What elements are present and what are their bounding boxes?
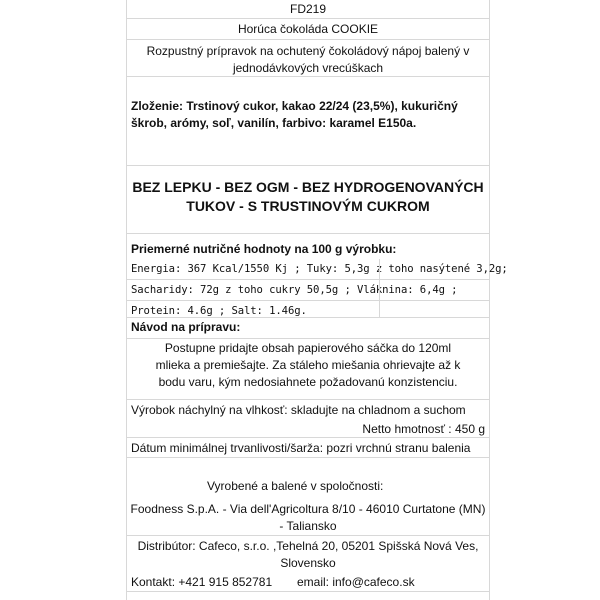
manufacturer-heading: Vyrobené a balené v spoločnosti: [207, 479, 384, 493]
contact-phone: Kontakt: +421 915 852781 [131, 575, 273, 589]
nutrition-line-carbs: Sacharidy: 72g z toho cukry 50,5g ; Vláknina: 6,4g ; [127, 280, 489, 301]
product-claims: BEZ LEPKU - BEZ OGM - BEZ HYDROGENOVANÝCH TUKOV - S TRUSTINOVÝM CUKROM [127, 166, 489, 234]
nutrition-column-divider [379, 259, 380, 317]
nutrition-line-protein: Protein: 4.6g ; Salt: 1.46g. [131, 305, 307, 317]
storage-note: Výrobok náchylný na vlhkosť: skladujte na chladnom a suchom [131, 403, 466, 417]
manufacturer-address: Foodness S.p.A. - Via dell'Agricoltura 8/10 - 46010 Curtatone (MN) - Taliansko [127, 498, 489, 536]
preparation-text: Postupne pridajte obsah papierového sáčka do 120ml mlieka a premiešajte. Za stáleho miešania ohrievajte až k bodu varu, kým nedosiahnete požadovanú konzistenciu. [155, 341, 461, 389]
product-description: Rozpustný prípravok na ochutený čokoládový nápoj balený v jednodávkových vrecúškach [127, 40, 489, 77]
contact-email[interactable]: email: info@cafeco.sk [297, 575, 415, 589]
net-weight: Netto hmotnosť : 450 g [127, 420, 489, 438]
preparation-heading: Návod na prípravu: [127, 318, 489, 339]
product-code: FD219 [127, 0, 489, 19]
nutrition-line-energy: Energia: 367 Kcal/1550 Kj ; Tuky: 5,3g z toho nasýtené 3,2g; [127, 259, 489, 280]
nutrition-table [127, 234, 508, 318]
ingredients-text: Zloženie: Trstinový cukor, kakao 22/24 (23,5%), kukuričný škrob, arómy, soľ, vanilín, farbivo: karamel E150a. [131, 99, 458, 130]
product-label [126, 0, 508, 600]
product-name: Horúca čokoláda COOKIE [127, 19, 489, 40]
ingredients [127, 77, 489, 166]
best-before: Dátum minimálnej trvanlivosti/šarža: pozri vrchnú stranu balenia [127, 438, 489, 458]
contact-row [127, 572, 489, 592]
preparation-section [127, 318, 489, 400]
distributor: Distribútor: Cafeco, s.r.o. ,Tehelná 20, 05201 Spišská Nová Ves, Slovensko [137, 539, 479, 570]
nutrition-heading: Priemerné nutričné hodnoty na 100 g výrobku: [131, 242, 397, 256]
